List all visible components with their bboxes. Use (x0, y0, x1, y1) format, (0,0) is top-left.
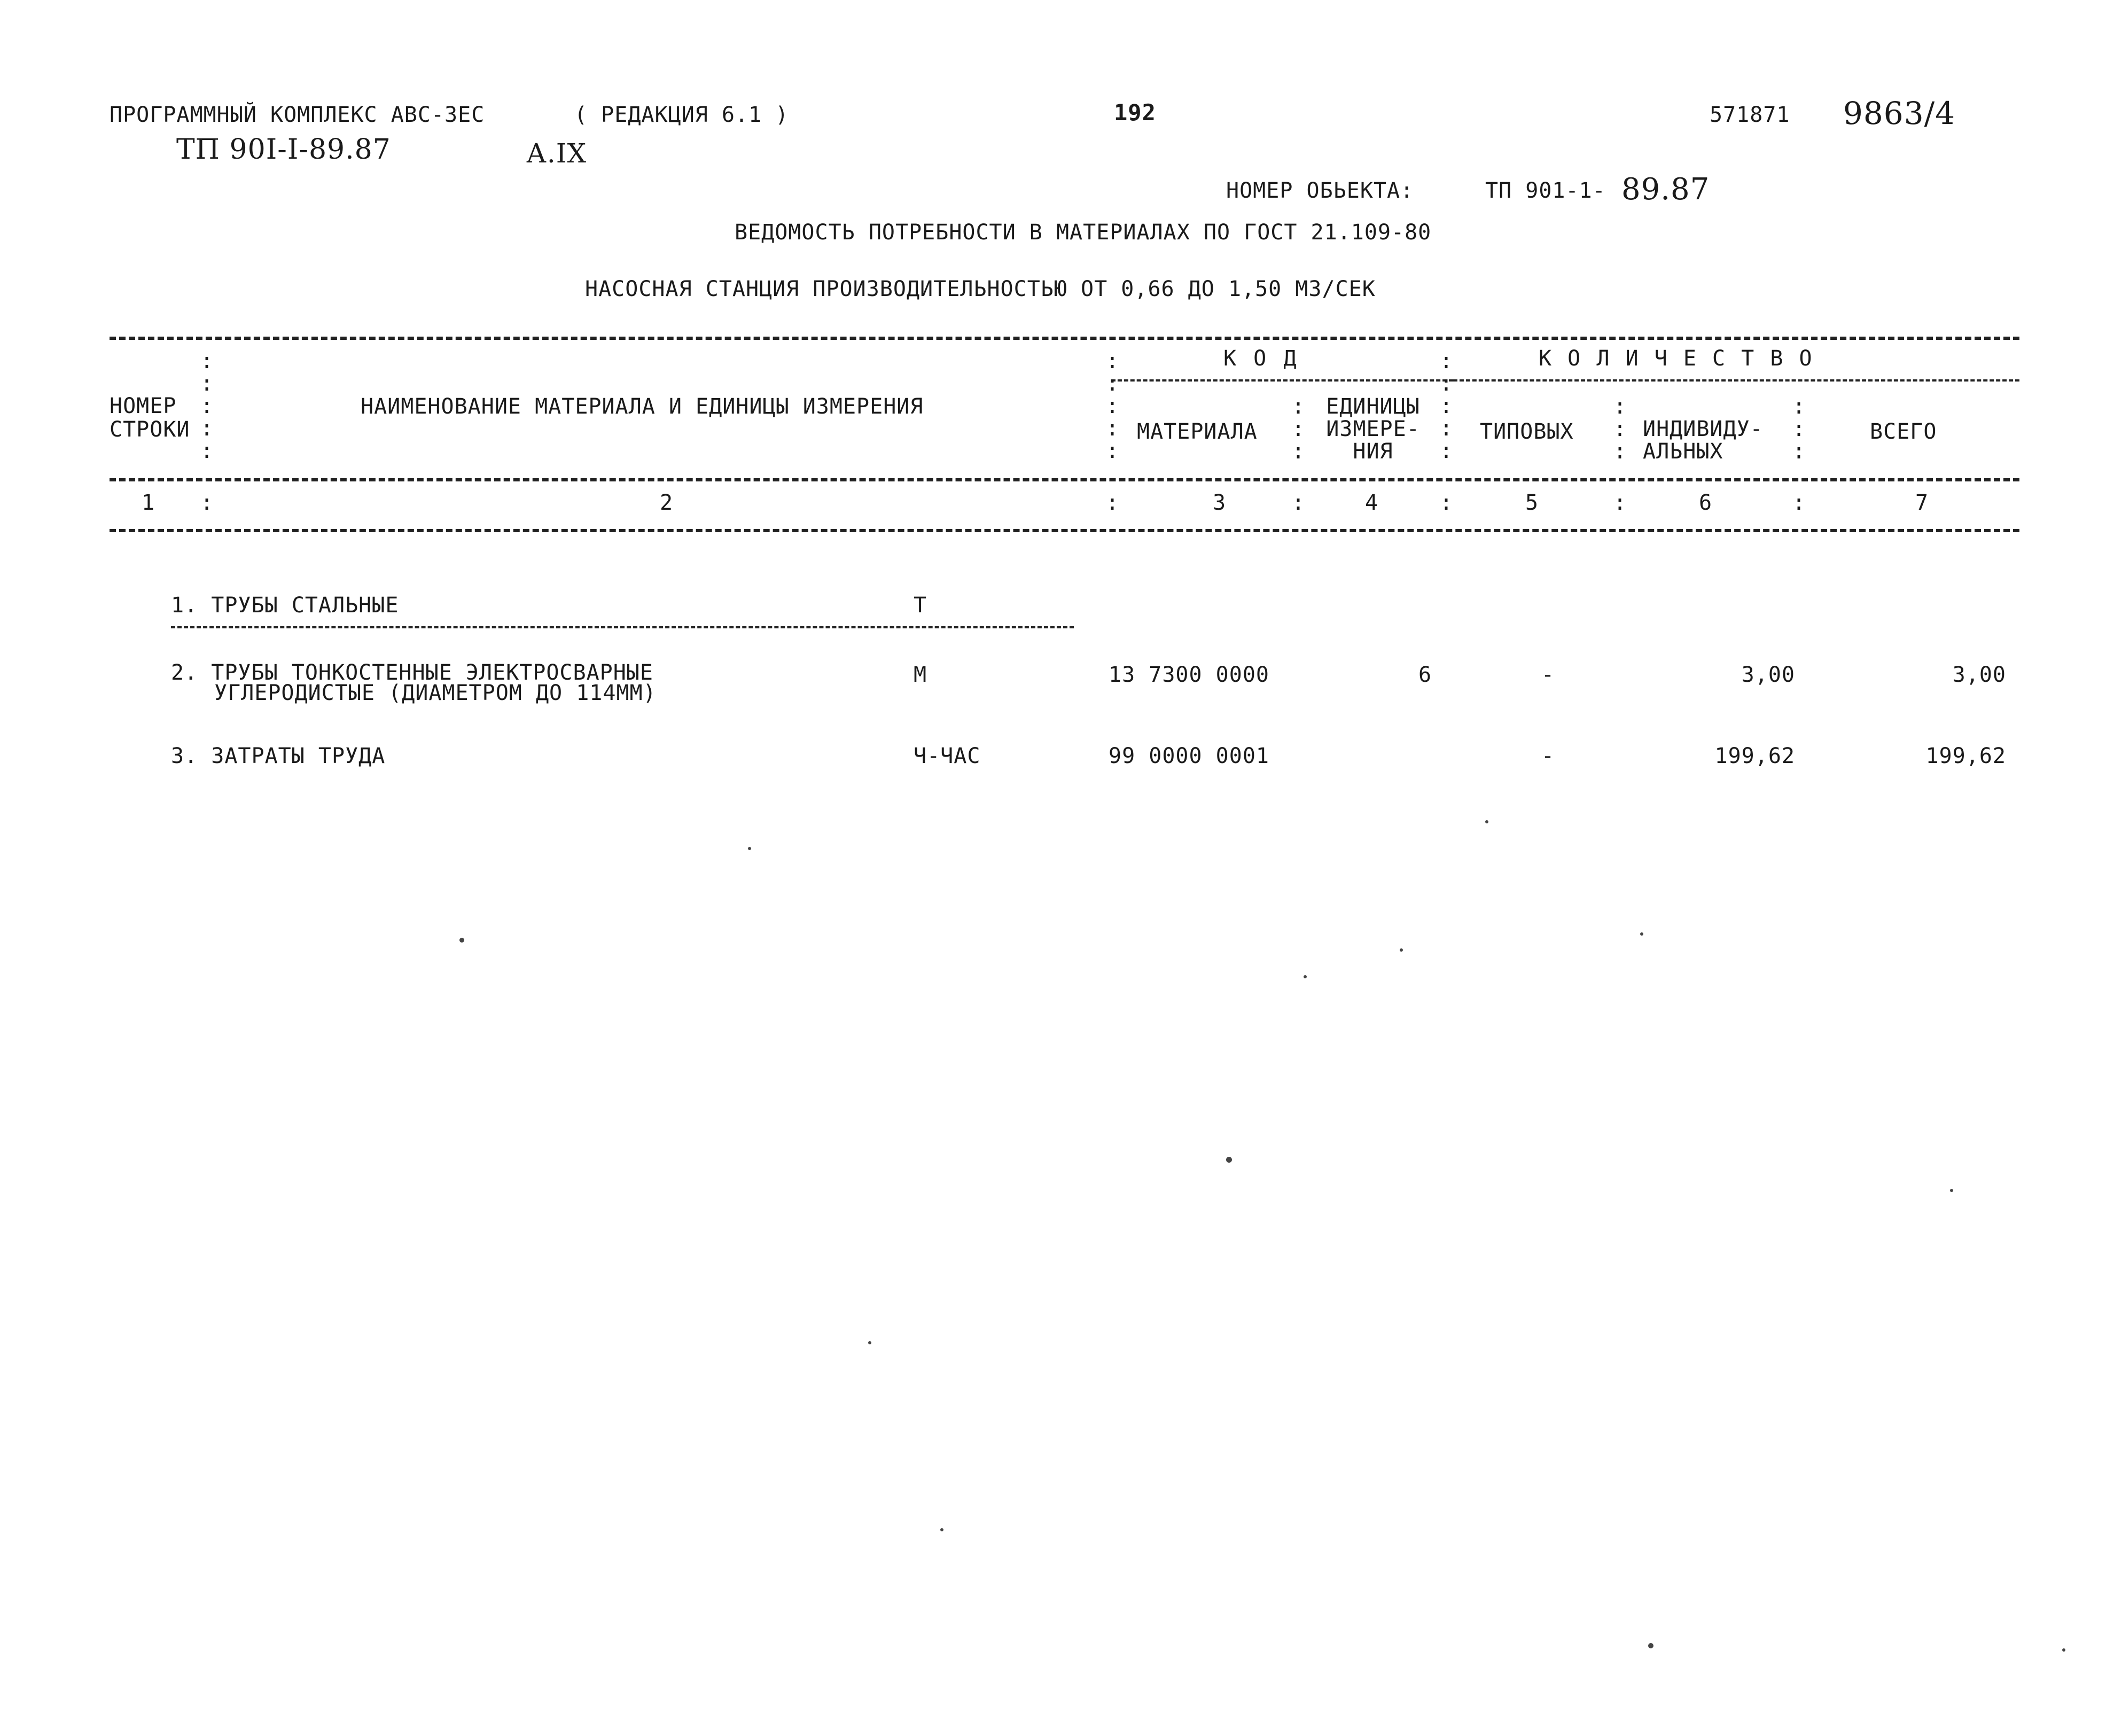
row-material-code: 99 0000 0001 (1109, 744, 1269, 768)
col-separator: : (1792, 491, 1806, 515)
scan-speck (1304, 975, 1307, 978)
col-separator: : : : (1792, 394, 1806, 464)
row-name: ЗАТРАТЫ ТРУДА (211, 744, 386, 768)
scan-speck (459, 938, 464, 943)
table-row (171, 660, 657, 705)
quantity-group-header: К О Л И Ч Е С Т В О (1539, 346, 1813, 371)
col-separator: : : : : : (1440, 349, 1454, 463)
col-separator: : (1440, 491, 1454, 515)
table-top-rule (110, 337, 2019, 340)
sheet-mark: 9863/4 (1843, 95, 1956, 131)
table-row (171, 744, 385, 768)
album-number: А.IX (526, 138, 587, 169)
section-underline (171, 626, 1074, 628)
row-number: 3. (171, 744, 198, 768)
qty-group-rule (1453, 379, 2019, 382)
scan-speck (1648, 1643, 1653, 1648)
object-value-handwritten: 89.87 (1621, 172, 1710, 207)
col-separator: : (200, 491, 214, 515)
project-number-handwritten: ТП 90I-I-89.87 (176, 134, 391, 166)
row-number-header: НОМЕР СТРОКИ (110, 394, 190, 442)
row-unit: М (914, 663, 927, 687)
program-name: ПРОГРАММНЫЙ КОМПЛЕКС АВС-ЗЕС (110, 103, 485, 127)
page-number: 192 (1114, 99, 1156, 126)
row-name: ТРУБЫ СТАЛЬНЫЕ (211, 593, 399, 618)
colnum-2: 2 (660, 491, 674, 515)
scan-speck (940, 1528, 943, 1531)
document-code: 571871 (1710, 103, 1790, 127)
row-unit-code: 6 (1418, 663, 1432, 687)
scan-speck (1226, 1157, 1232, 1163)
code-group-rule (1111, 379, 1453, 382)
typical-header: ТИПОВЫХ (1480, 419, 1574, 444)
total-header: ВСЕГО (1870, 419, 1937, 444)
material-code-header: МАТЕРИАЛА (1137, 419, 1258, 444)
colnum-7: 7 (1915, 491, 1929, 515)
code-group-header: К О Д (1223, 346, 1297, 371)
scan-speck (2062, 1648, 2065, 1652)
table-colnum-rule (110, 529, 2019, 532)
colnum-1: 1 (142, 491, 155, 515)
row-total: 3,00 (1952, 663, 2006, 687)
row-typical: - (1541, 663, 1555, 687)
col-separator: : (1613, 491, 1627, 515)
colnum-6: 6 (1699, 491, 1713, 515)
scan-speck (868, 1341, 871, 1344)
name-header: НАИМЕНОВАНИЕ МАТЕРИАЛА И ЕДИНИЦЫ ИЗМЕРЕНИЯ (361, 394, 924, 419)
col-separator: : : : (1292, 394, 1306, 464)
scan-speck (1400, 948, 1403, 952)
scan-speck (1485, 820, 1488, 823)
colnum-5: 5 (1525, 491, 1539, 515)
edition: ( РЕДАКЦИЯ 6.1 ) (574, 103, 789, 127)
row-number: 2. (171, 660, 198, 685)
colnum-3: 3 (1213, 491, 1227, 515)
col-separator: : : : : : (1106, 349, 1120, 463)
object-label: НОМЕР ОБЬЕКТА: (1226, 178, 1414, 203)
row-total: 199,62 (1925, 744, 2006, 768)
row-typical: - (1541, 744, 1555, 768)
unit-code-header: ЕДИНИЦЫ ИЗМЕРЕ- НИЯ (1326, 394, 1420, 464)
row-name: ТРУБЫ ТОНКОСТЕННЫЕ ЭЛЕКТРОСВАРНЫЕ (211, 660, 653, 685)
scan-speck (1950, 1189, 1953, 1192)
document-title: ВЕДОМОСТЬ ПОТРЕБНОСТИ В МАТЕРИАЛАХ ПО ГОСТ 21.109-80 (735, 220, 1432, 245)
individual-header: ИНДИВИДУ- АЛЬНЫХ (1643, 417, 1764, 464)
row-material-code: 13 7300 0000 (1109, 663, 1269, 687)
table-header-rule (110, 478, 2019, 481)
object-value: ТП 901-1- (1485, 178, 1606, 203)
row-individual: 199,62 (1714, 744, 1795, 768)
col-separator: : : : (1613, 394, 1627, 464)
document-subtitle: НАСОСНАЯ СТАНЦИЯ ПРОИЗВОДИТЕЛЬНОСТЬЮ ОТ 0,66 ДО 1,50 М3/СЕК (585, 277, 1376, 301)
table-row (171, 593, 399, 618)
row-number: 1. (171, 593, 198, 618)
colnum-4: 4 (1365, 491, 1379, 515)
col-separator: : : : : : (200, 349, 214, 463)
row-unit: Т (914, 593, 927, 618)
row-individual: 3,00 (1741, 663, 1795, 687)
col-separator: : (1106, 491, 1120, 515)
scan-speck (748, 847, 751, 850)
col-separator: : (1292, 491, 1306, 515)
row-name-continued: УГЛЕРОДИСТЫЕ (ДИАМЕТРОМ ДО 114ММ) (214, 681, 657, 705)
scan-speck (1640, 932, 1643, 936)
row-unit: Ч-ЧАС (914, 744, 981, 768)
